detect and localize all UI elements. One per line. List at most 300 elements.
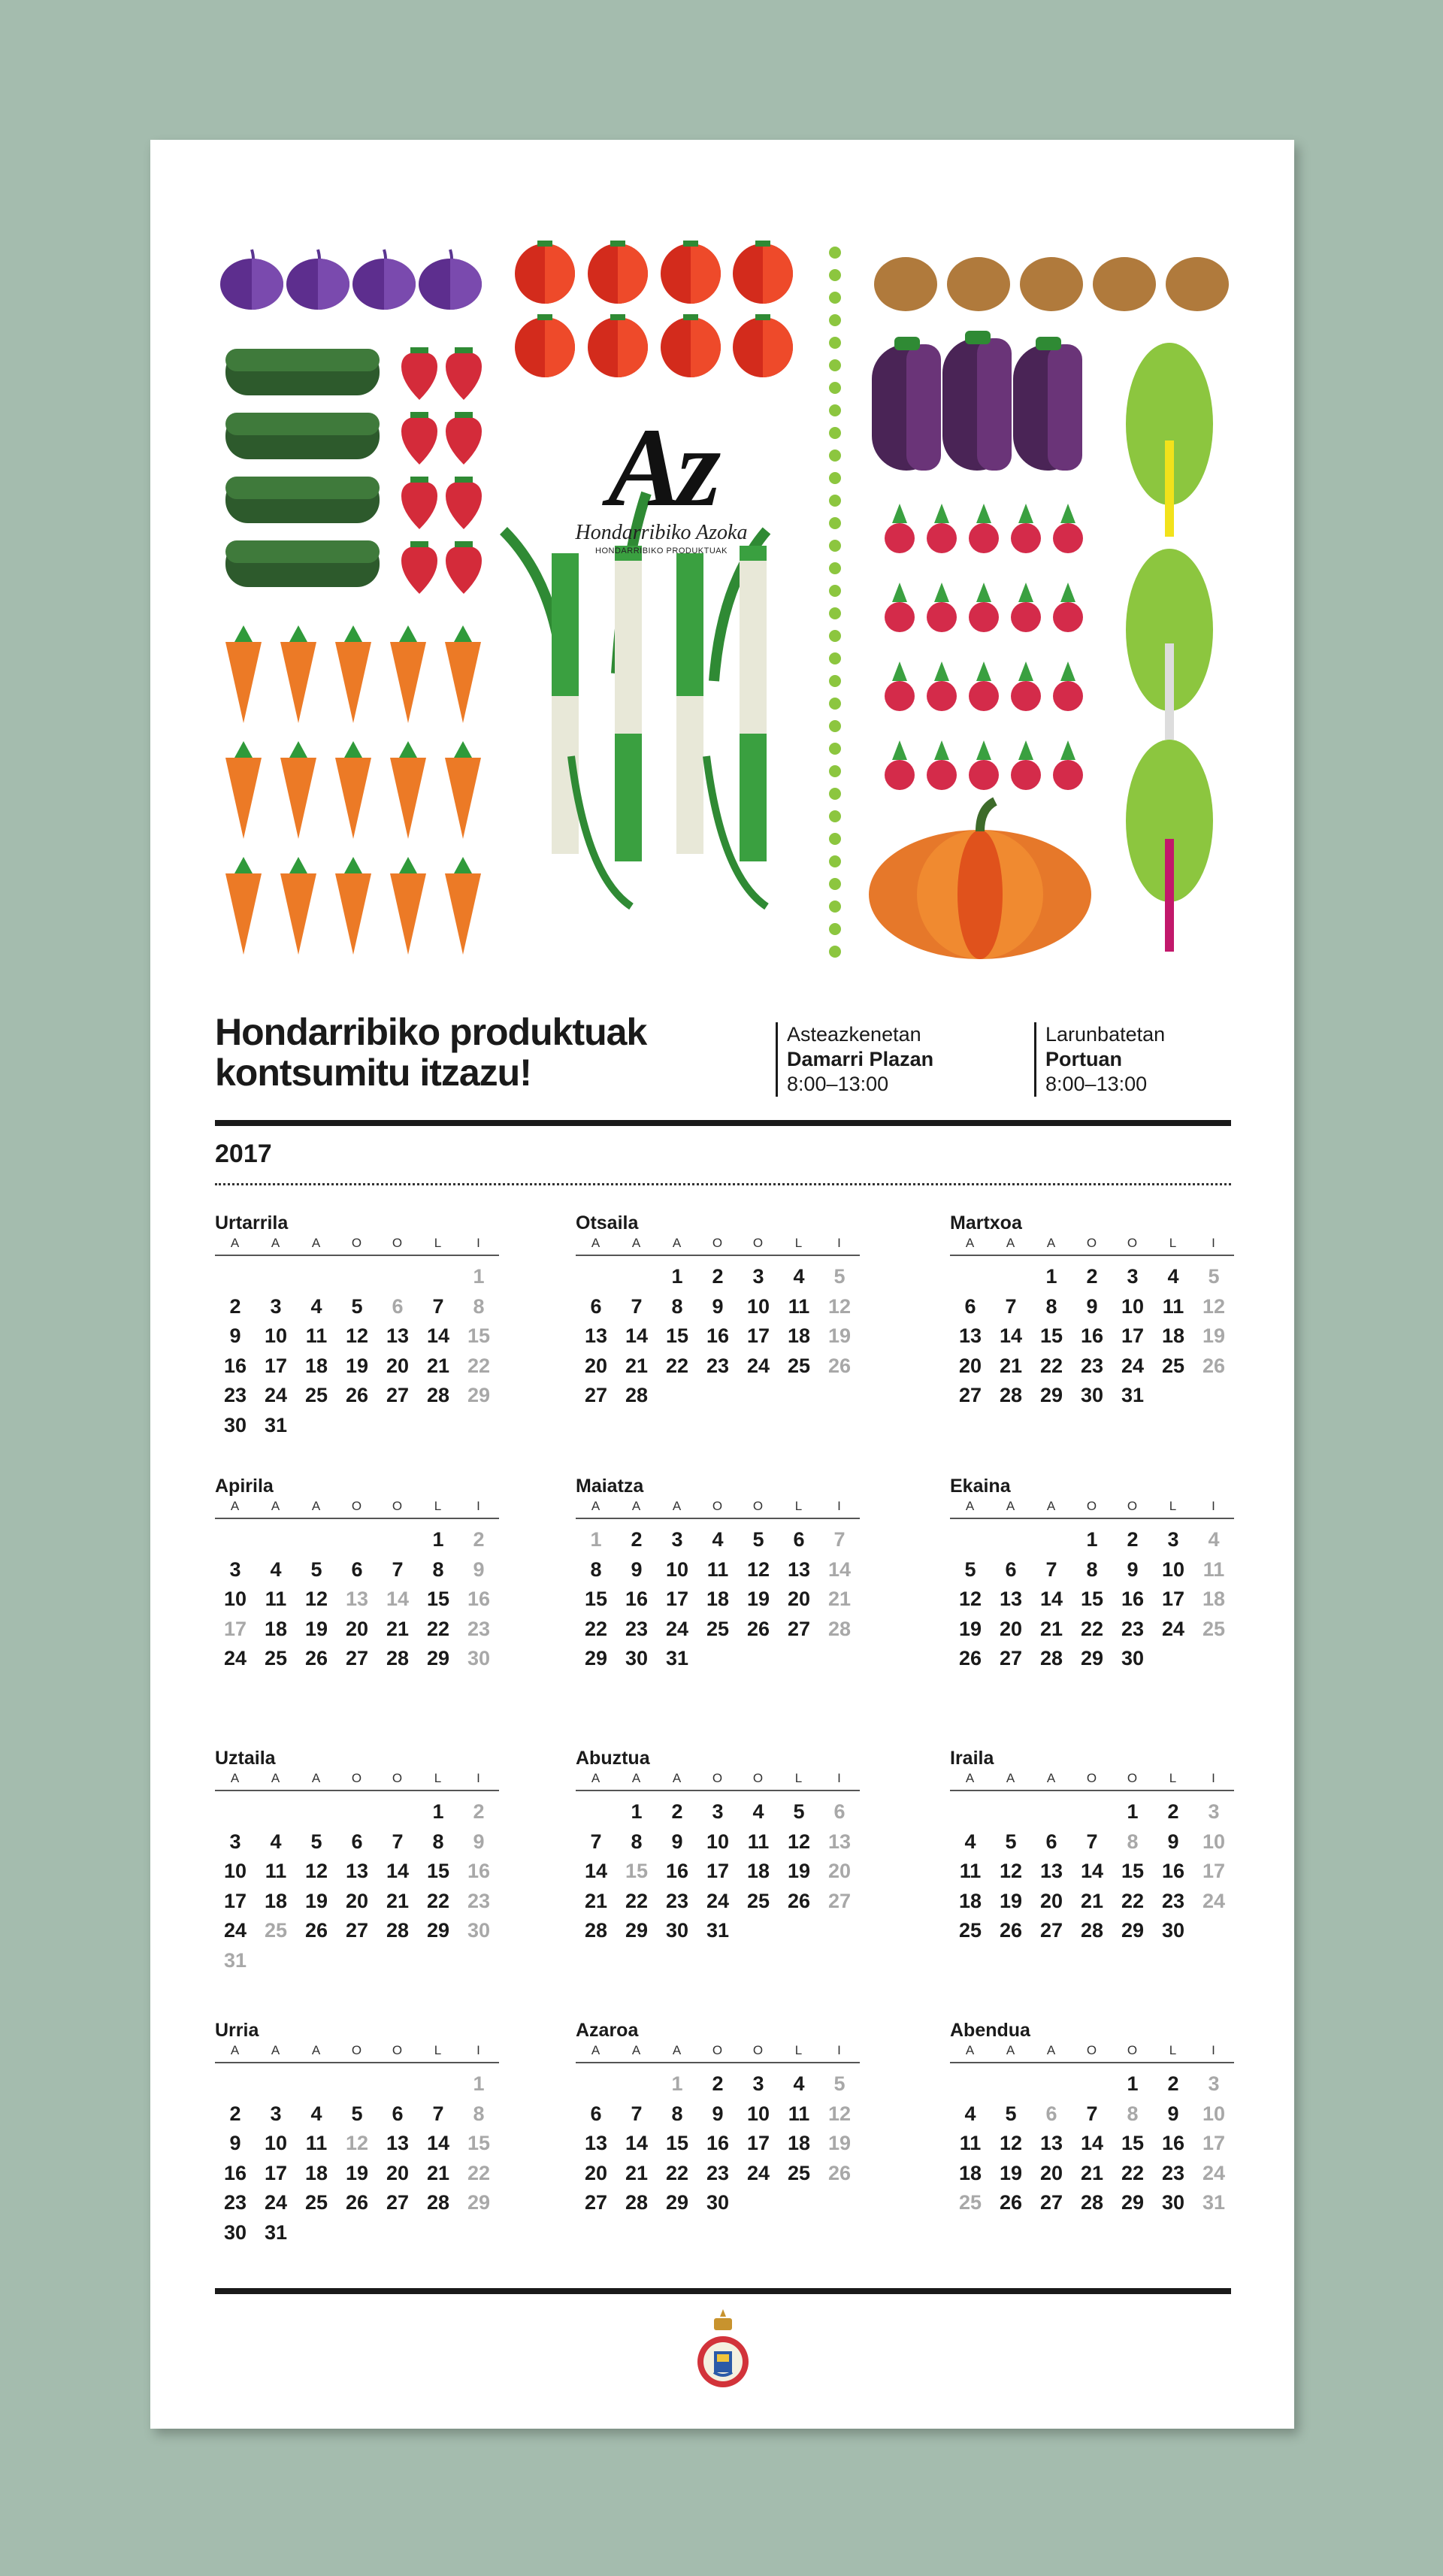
weekday-letter: L xyxy=(434,1236,443,1250)
weekday-letter: A xyxy=(1006,1236,1016,1250)
day-number: 24 xyxy=(223,1647,247,1669)
day-number: 21 xyxy=(625,2161,649,2184)
day-number: 5 xyxy=(351,2102,363,2125)
day-number: 26 xyxy=(746,1617,770,1640)
weekday-letter: A xyxy=(1006,1771,1016,1785)
day-number: 18 xyxy=(304,2161,328,2184)
day-number: 24 xyxy=(264,1384,288,1406)
weekday-letter: A xyxy=(311,2043,322,2057)
day-number: 14 xyxy=(827,1557,852,1581)
weekday-letter: A xyxy=(311,1771,322,1785)
day-number: 20 xyxy=(386,1354,410,1377)
day-number: 27 xyxy=(584,2191,608,2214)
day-number: 10 xyxy=(1202,1830,1226,1853)
day-number: 24 xyxy=(1121,1354,1145,1377)
day-number: 4 xyxy=(1208,1528,1220,1551)
day-number: 18 xyxy=(1202,1588,1226,1610)
days-grid xyxy=(950,1262,1234,1411)
day-number: 15 xyxy=(1121,1860,1145,1882)
days-grid xyxy=(215,1797,499,1975)
weekday-letter: A xyxy=(230,2043,240,2057)
day-number: 24 xyxy=(1202,1889,1226,1912)
weekday-letter: O xyxy=(712,2043,724,2057)
weekday-letter: A xyxy=(631,2043,642,2057)
day-number: 14 xyxy=(426,1324,450,1347)
pea-icons xyxy=(829,247,841,958)
day-number: 8 xyxy=(590,1557,602,1581)
month-name: Ekaina xyxy=(950,1476,1011,1497)
weekday-header xyxy=(215,1236,499,1256)
day-number: 13 xyxy=(999,1588,1023,1610)
day-number: 11 xyxy=(305,2132,328,2154)
day-number: 25 xyxy=(264,1919,288,1942)
weekday-letter: A xyxy=(1046,1236,1057,1250)
day-number: 7 xyxy=(392,1830,404,1853)
weekday-letter: O xyxy=(351,1771,363,1785)
day-number: 25 xyxy=(958,2191,982,2214)
day-number: 16 xyxy=(706,2132,730,2154)
day-number: 8 xyxy=(631,1830,643,1853)
day-number: 7 xyxy=(432,2102,444,2125)
day-number: 1 xyxy=(432,1528,444,1551)
day-number: 12 xyxy=(787,1830,811,1853)
day-number: 8 xyxy=(671,1294,683,1318)
day-number: 19 xyxy=(345,1354,369,1377)
day-number: 13 xyxy=(787,1557,811,1581)
weekday-letter: O xyxy=(392,1499,404,1513)
day-number: 30 xyxy=(467,1919,491,1942)
day-number: 16 xyxy=(467,1860,491,1882)
empty-cell xyxy=(1072,2069,1112,2099)
weekday-letter: I xyxy=(476,1499,481,1513)
weekday-letter: O xyxy=(1086,1499,1098,1513)
day-number: 18 xyxy=(706,1588,730,1610)
day-number: 8 xyxy=(1127,1830,1139,1853)
weekday-header xyxy=(950,1499,1234,1519)
day-number: 3 xyxy=(1208,1800,1220,1823)
day-number: 22 xyxy=(625,1889,649,1912)
day-number: 16 xyxy=(1080,1324,1104,1347)
month-name: Uztaila xyxy=(215,1748,276,1769)
weekday-letter: L xyxy=(434,2043,443,2057)
day-number: 29 xyxy=(1121,1919,1145,1942)
weekday-letter: O xyxy=(1127,1236,1139,1250)
day-number: 23 xyxy=(665,1889,689,1912)
day-number: 17 xyxy=(706,1860,730,1882)
day-number: 22 xyxy=(467,1354,491,1377)
weekday-letter: O xyxy=(752,1236,764,1250)
day-number: 1 xyxy=(432,1800,444,1823)
day-number: 1 xyxy=(1127,1800,1139,1823)
month-block xyxy=(576,1210,860,1411)
day-number: 17 xyxy=(264,1354,288,1377)
weekday-letter: A xyxy=(1006,2043,1016,2057)
day-number: 27 xyxy=(787,1617,811,1640)
day-number: 19 xyxy=(746,1588,770,1610)
day-number: 2 xyxy=(1167,2072,1179,2095)
day-number: 6 xyxy=(964,1294,976,1318)
day-number: 11 xyxy=(305,1324,328,1347)
day-number: 31 xyxy=(1202,2191,1226,2214)
potato-icons xyxy=(874,257,1229,311)
day-number: 1 xyxy=(1045,1265,1057,1288)
day-number: 27 xyxy=(345,1647,369,1669)
day-number: 9 xyxy=(631,1557,643,1581)
day-number: 18 xyxy=(304,1354,328,1377)
day-number: 10 xyxy=(1121,1294,1145,1318)
empty-cell xyxy=(418,2069,458,2099)
empty-cell xyxy=(215,2069,256,2099)
day-number: 30 xyxy=(1161,1919,1185,1942)
day-number: 25 xyxy=(746,1889,770,1912)
day-number: 4 xyxy=(793,2072,805,2095)
month-block xyxy=(950,1210,1234,1411)
empty-cell xyxy=(1031,1797,1072,1827)
day-number: 2 xyxy=(1086,1265,1098,1288)
empty-cell xyxy=(377,1262,418,1292)
day-number: 9 xyxy=(712,1294,724,1318)
day-number: 25 xyxy=(304,1384,328,1406)
day-number: 23 xyxy=(1080,1354,1104,1377)
month-block xyxy=(215,1210,499,1440)
weekday-letter: A xyxy=(271,1499,281,1513)
day-number: 13 xyxy=(345,1588,369,1610)
day-number: 10 xyxy=(746,1294,770,1318)
day-number: 3 xyxy=(752,1265,764,1288)
day-number: 27 xyxy=(1039,1919,1063,1942)
day-number: 3 xyxy=(712,1800,724,1823)
day-number: 15 xyxy=(426,1860,450,1882)
weekday-header xyxy=(215,2043,499,2063)
logo xyxy=(541,395,782,621)
day-number: 12 xyxy=(304,1588,328,1610)
day-number: 18 xyxy=(1161,1324,1185,1347)
radish-icons xyxy=(885,504,1083,790)
day-number: 26 xyxy=(958,1647,982,1669)
day-number: 21 xyxy=(386,1617,410,1640)
day-number: 16 xyxy=(223,2161,247,2184)
days-grid xyxy=(950,1797,1234,1946)
day-number: 2 xyxy=(671,1800,683,1823)
day-number: 18 xyxy=(746,1860,770,1882)
day-number: 20 xyxy=(345,1617,369,1640)
empty-cell xyxy=(296,2069,337,2099)
weekday-letter: A xyxy=(965,1771,976,1785)
day-number: 26 xyxy=(827,2161,852,2184)
day-number: 12 xyxy=(827,2102,852,2125)
day-number: 3 xyxy=(1208,2072,1220,2095)
month-name: Azaroa xyxy=(576,2020,639,2041)
weekday-header xyxy=(950,2043,1234,2063)
day-number: 29 xyxy=(665,2191,689,2214)
weekday-letter: A xyxy=(965,2043,976,2057)
day-number: 24 xyxy=(746,1354,770,1377)
day-number: 3 xyxy=(1127,1265,1139,1288)
day-number: 12 xyxy=(999,1860,1023,1882)
day-number: 20 xyxy=(584,1354,608,1377)
day-number: 26 xyxy=(999,1919,1023,1942)
day-number: 13 xyxy=(958,1324,982,1347)
day-number: 4 xyxy=(270,1830,282,1853)
days-grid xyxy=(950,2069,1234,2218)
day-number: 4 xyxy=(752,1800,764,1823)
day-number: 10 xyxy=(264,2132,288,2154)
logo-name: Hondarribiko Azoka xyxy=(575,521,748,544)
day-number: 13 xyxy=(386,1324,410,1347)
day-number: 3 xyxy=(1167,1528,1179,1551)
empty-cell xyxy=(991,1525,1031,1555)
day-number: 22 xyxy=(665,1354,689,1377)
day-number: 20 xyxy=(787,1588,811,1610)
weekday-letter: A xyxy=(230,1771,240,1785)
weekday-letter: O xyxy=(392,2043,404,2057)
day-number: 9 xyxy=(473,1557,485,1581)
headline-line: kontsumitu itzazu! xyxy=(215,1052,531,1094)
day-number: 13 xyxy=(584,2132,608,2154)
day-number: 16 xyxy=(467,1588,491,1610)
day-number: 24 xyxy=(264,2191,288,2214)
empty-cell xyxy=(576,1262,616,1292)
day-number: 30 xyxy=(1080,1384,1104,1406)
weekday-letter: A xyxy=(591,2043,601,2057)
weekday-letter: A xyxy=(230,1499,240,1513)
weekday-letter: L xyxy=(794,1499,803,1513)
day-number: 26 xyxy=(304,1919,328,1942)
day-number: 13 xyxy=(1039,1860,1063,1882)
weekday-letter: L xyxy=(1169,1771,1178,1785)
day-number: 5 xyxy=(1208,1265,1220,1288)
day-number: 10 xyxy=(264,1324,288,1347)
month-name: Apirila xyxy=(215,1476,274,1497)
day-number: 19 xyxy=(345,2161,369,2184)
weekday-letter: A xyxy=(271,1236,281,1250)
day-number: 11 xyxy=(265,1588,287,1610)
day-number: 28 xyxy=(584,1919,608,1942)
weekday-letter: I xyxy=(837,1236,842,1250)
day-number: 26 xyxy=(1202,1354,1226,1377)
empty-cell xyxy=(991,2069,1031,2099)
day-number: 8 xyxy=(1045,1294,1057,1318)
day-number: 9 xyxy=(229,2132,241,2154)
day-number: 17 xyxy=(223,1617,247,1640)
day-number: 17 xyxy=(746,1324,770,1347)
weekday-letter: A xyxy=(672,2043,682,2057)
empty-cell xyxy=(296,1797,337,1827)
day-number: 9 xyxy=(1127,1557,1139,1581)
month-name: Otsaila xyxy=(576,1212,639,1234)
day-number: 10 xyxy=(223,1860,247,1882)
empty-cell xyxy=(950,2069,991,2099)
day-number: 10 xyxy=(706,1830,730,1853)
day-number: 22 xyxy=(584,1617,608,1640)
market-saturday xyxy=(1034,1022,1165,1097)
day-number: 30 xyxy=(1121,1647,1145,1669)
day-number: 10 xyxy=(1202,2102,1226,2125)
day-number: 8 xyxy=(671,2102,683,2125)
day-number: 30 xyxy=(467,1647,491,1669)
weekday-letter: A xyxy=(631,1236,642,1250)
weekday-letter: O xyxy=(752,1771,764,1785)
day-number: 12 xyxy=(345,1324,369,1347)
day-number: 23 xyxy=(467,1889,491,1912)
day-number: 19 xyxy=(1202,1324,1226,1347)
day-number: 31 xyxy=(665,1647,689,1669)
market-hours: 8:00–13:00 xyxy=(787,1073,889,1095)
day-number: 15 xyxy=(426,1588,450,1610)
weekday-letter: A xyxy=(965,1236,976,1250)
days-grid xyxy=(576,1797,860,1946)
day-number: 9 xyxy=(1167,2102,1179,2125)
pumpkin-icon xyxy=(869,801,1091,959)
day-number: 9 xyxy=(229,1324,241,1347)
day-number: 30 xyxy=(223,1413,247,1436)
day-number: 21 xyxy=(827,1588,852,1610)
day-number: 24 xyxy=(223,1919,247,1942)
day-number: 31 xyxy=(264,2220,288,2244)
day-number: 7 xyxy=(631,1294,643,1318)
headline xyxy=(215,1012,726,1093)
day-number: 29 xyxy=(426,1647,450,1669)
empty-cell xyxy=(256,1525,296,1555)
day-number: 11 xyxy=(265,1860,287,1882)
weekday-letter: A xyxy=(271,2043,281,2057)
day-number: 22 xyxy=(1080,1617,1104,1640)
weekday-letter: A xyxy=(1006,1499,1016,1513)
day-number: 3 xyxy=(229,1557,241,1581)
day-number: 27 xyxy=(386,2191,410,2214)
weekday-header xyxy=(950,1771,1234,1791)
day-number: 23 xyxy=(1121,1617,1145,1640)
day-number: 23 xyxy=(706,2161,730,2184)
day-number: 28 xyxy=(386,1647,410,1669)
weekday-letter: A xyxy=(591,1236,601,1250)
day-number: 15 xyxy=(665,2132,689,2154)
day-number: 24 xyxy=(1161,1617,1185,1640)
day-number: 20 xyxy=(958,1354,982,1377)
day-number: 9 xyxy=(1167,1830,1179,1853)
day-number: 3 xyxy=(270,1294,282,1318)
divider-top xyxy=(215,1120,1231,1126)
day-number: 5 xyxy=(793,1800,805,1823)
day-number: 25 xyxy=(264,1647,288,1669)
weekday-letter: A xyxy=(672,1771,682,1785)
empty-cell xyxy=(377,1525,418,1555)
day-number: 19 xyxy=(304,1617,328,1640)
weekday-letter: A xyxy=(311,1499,322,1513)
days-grid xyxy=(576,1525,860,1674)
market-day: Asteazkenetan xyxy=(787,1023,921,1046)
town-crest-icon xyxy=(694,2305,752,2395)
day-number: 28 xyxy=(1039,1647,1063,1669)
day-number: 17 xyxy=(1202,2132,1226,2154)
dotted-divider xyxy=(215,1183,1231,1185)
month-name: Martxoa xyxy=(950,1212,1022,1234)
day-number: 29 xyxy=(1039,1384,1063,1406)
day-number: 1 xyxy=(473,1265,485,1288)
empty-cell xyxy=(215,1262,256,1292)
day-number: 4 xyxy=(712,1528,724,1551)
day-number: 30 xyxy=(1161,2191,1185,2214)
day-number: 2 xyxy=(712,1265,724,1288)
empty-cell xyxy=(418,1262,458,1292)
month-name: Iraila xyxy=(950,1748,994,1769)
weekday-letter: O xyxy=(752,1499,764,1513)
empty-cell xyxy=(616,2069,657,2099)
weekday-letter: L xyxy=(794,2043,803,2057)
day-number: 12 xyxy=(827,1294,852,1318)
day-number: 13 xyxy=(827,1830,852,1853)
day-number: 14 xyxy=(386,1860,410,1882)
day-number: 8 xyxy=(1127,2102,1139,2125)
day-number: 15 xyxy=(1080,1588,1104,1610)
empty-cell xyxy=(616,1262,657,1292)
day-number: 1 xyxy=(631,1800,643,1823)
day-number: 21 xyxy=(426,1354,450,1377)
day-number: 18 xyxy=(787,1324,811,1347)
day-number: 28 xyxy=(386,1919,410,1942)
month-block xyxy=(576,1745,860,1946)
day-number: 21 xyxy=(386,1889,410,1912)
day-number: 6 xyxy=(1045,2102,1057,2125)
day-number: 22 xyxy=(426,1617,450,1640)
day-number: 31 xyxy=(223,1948,247,1972)
day-number: 26 xyxy=(999,2191,1023,2214)
day-number: 22 xyxy=(1121,2161,1145,2184)
empty-cell xyxy=(1031,2069,1072,2099)
day-number: 13 xyxy=(1039,2132,1063,2154)
weekday-letter: L xyxy=(1169,1236,1178,1250)
day-number: 7 xyxy=(1086,1830,1098,1853)
weekday-letter: O xyxy=(351,1236,363,1250)
day-number: 5 xyxy=(752,1528,764,1551)
month-name: Abuztua xyxy=(576,1748,650,1769)
day-number: 6 xyxy=(351,1830,363,1853)
weekday-letter: A xyxy=(672,1236,682,1250)
day-number: 1 xyxy=(1086,1528,1098,1551)
day-number: 14 xyxy=(1080,2132,1104,2154)
day-number: 15 xyxy=(467,1324,491,1347)
day-number: 29 xyxy=(467,1384,491,1406)
day-number: 23 xyxy=(1161,1889,1185,1912)
day-number: 24 xyxy=(706,1889,730,1912)
eggplant-icons xyxy=(872,331,1082,471)
weekday-letter: O xyxy=(1127,2043,1139,2057)
empty-cell xyxy=(337,1262,377,1292)
day-number: 17 xyxy=(746,2132,770,2154)
day-number: 27 xyxy=(999,1647,1023,1669)
day-number: 18 xyxy=(958,2161,982,2184)
day-number: 3 xyxy=(752,2072,764,2095)
weekday-letter: A xyxy=(271,1771,281,1785)
weekday-letter: I xyxy=(837,2043,842,2057)
day-number: 23 xyxy=(1161,2161,1185,2184)
month-block xyxy=(215,1473,499,1674)
day-number: 24 xyxy=(1202,2161,1226,2184)
day-number: 19 xyxy=(787,1860,811,1882)
logo-subtitle: HONDARRIBIKO PRODUKTUAK xyxy=(595,546,728,555)
weekday-letter: I xyxy=(476,1771,481,1785)
day-number: 26 xyxy=(827,1354,852,1377)
weekday-letter: O xyxy=(1127,1499,1139,1513)
day-number: 27 xyxy=(345,1919,369,1942)
empty-cell xyxy=(296,1262,337,1292)
day-number: 5 xyxy=(351,1294,363,1318)
empty-cell xyxy=(1031,1525,1072,1555)
month-name: Urria xyxy=(215,2020,259,2041)
day-number: 4 xyxy=(310,2102,322,2125)
weekday-letter: I xyxy=(1212,2043,1216,2057)
day-number: 17 xyxy=(1202,1860,1226,1882)
